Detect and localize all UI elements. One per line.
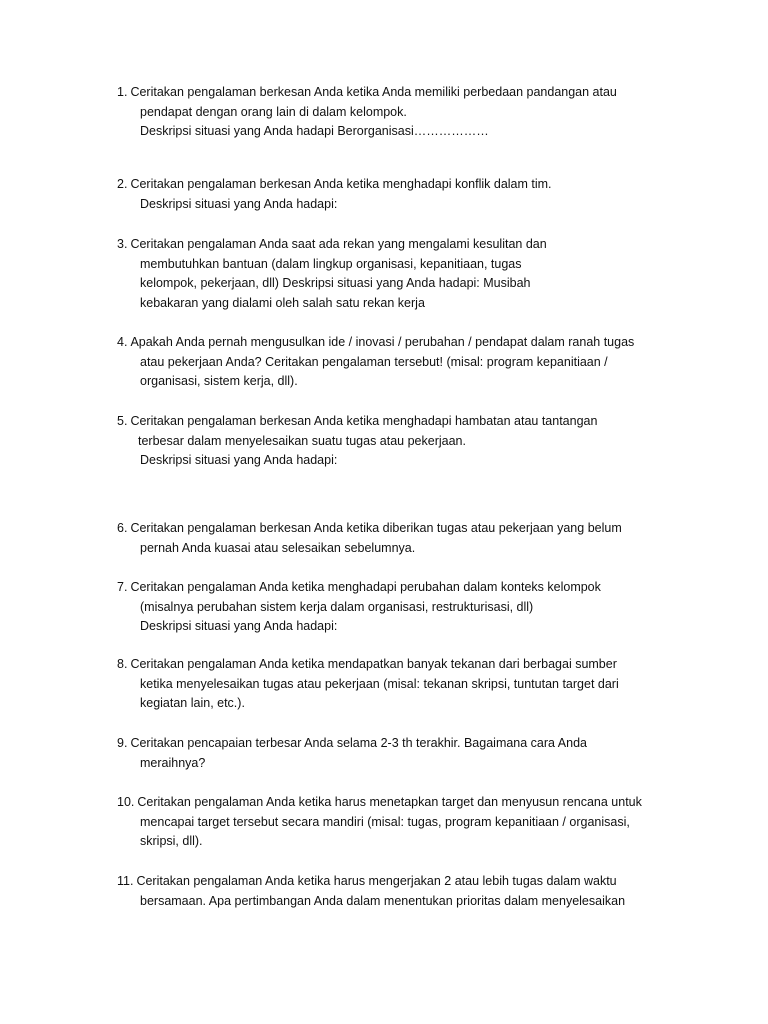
question-text: Ceritakan pengalaman berkesan Anda ketika Anda memiliki perbedaan pandangan atau <box>130 85 617 99</box>
question-11-line-2: bersamaan. Apa pertimbangan Anda dalam menentukan prioritas dalam menyelesaikan <box>140 893 626 908</box>
question-1-line-1 <box>117 83 677 103</box>
question-5-line-2: terbesar dalam menyelesaikan suatu tugas atau pekerjaan. <box>138 433 466 448</box>
question-8 <box>117 655 677 714</box>
question-1-line-3: Deskripsi situasi yang Anda hadapi Berorganisasi……………… <box>140 124 489 138</box>
question-4-line-2: atau pekerjaan Anda? Ceritakan pengalaman tersebut! (misal: program kepanitiaan / <box>140 354 608 369</box>
question-8-line-2: ketika menyelesaikan tugas atau pekerjaan (misal: tekanan skripsi, tuntutan target dari <box>140 676 619 691</box>
question-6-line-2: pernah Anda kuasai atau selesaikan sebelumnya. <box>140 540 416 555</box>
question-10-line-3: skripsi, dll). <box>140 834 203 848</box>
question-3-line-3: kelompok, pekerjaan, dll) Deskripsi situasi yang Anda hadapi: Musibah <box>140 276 531 290</box>
question-7 <box>117 578 677 637</box>
question-number: 4. <box>117 335 128 349</box>
question-4-line-1 <box>117 333 677 353</box>
question-text: Ceritakan pengalaman Anda ketika menghadapi perubahan dalam konteks kelompok <box>130 580 601 594</box>
question-text: Ceritakan pengalaman Anda ketika harus mengerjakan 2 atau lebih tugas dalam waktu <box>136 874 617 888</box>
question-7-line-1 <box>117 578 677 598</box>
question-9-line-2: meraihnya? <box>140 755 206 770</box>
question-text: Ceritakan pengalaman Anda ketika harus menetapkan target dan menyusun rencana untuk <box>137 795 642 809</box>
question-number: 9. <box>117 736 128 750</box>
question-11 <box>117 872 677 911</box>
question-9 <box>117 734 677 773</box>
question-9-line-1 <box>117 734 677 754</box>
question-6 <box>117 519 677 558</box>
question-number: 11. <box>117 874 134 888</box>
question-4-line-3: organisasi, sistem kerja, dll). <box>140 374 298 388</box>
question-10-line-2: mencapai target tersebut secara mandiri (misal: tugas, program kepanitiaan / organisasi, <box>140 814 630 829</box>
question-5-line-3: Deskripsi situasi yang Anda hadapi: <box>140 453 338 467</box>
question-10 <box>117 793 677 852</box>
question-number: 7. <box>117 580 128 594</box>
question-6-line-1 <box>117 519 677 539</box>
question-3-line-4: kebakaran yang dialami oleh salah satu rekan kerja <box>140 295 425 310</box>
question-3-line-2: membutuhkan bantuan (dalam lingkup organisasi, kepanitiaan, tugas <box>140 256 522 271</box>
question-text: Ceritakan pengalaman berkesan Anda ketika menghadapi konflik dalam tim. <box>130 177 552 191</box>
question-text: Ceritakan pengalaman Anda saat ada rekan yang mengalami kesulitan dan <box>130 237 547 251</box>
question-7-line-3: Deskripsi situasi yang Anda hadapi: <box>140 619 338 633</box>
question-number: 3. <box>117 237 128 251</box>
question-4 <box>117 333 677 392</box>
question-11-line-1 <box>117 872 677 892</box>
question-8-line-3: kegiatan lain, etc.). <box>140 696 245 710</box>
question-number: 8. <box>117 657 128 671</box>
question-text: Ceritakan pengalaman berkesan Anda ketika diberikan tugas atau pekerjaan yang belum <box>130 521 622 535</box>
question-number: 10. <box>117 795 135 809</box>
question-5 <box>117 412 677 471</box>
question-number: 1. <box>117 85 128 99</box>
question-text: Ceritakan pengalaman Anda ketika mendapatkan banyak tekanan dari berbagai sumber <box>130 657 617 671</box>
question-1-line-2: pendapat dengan orang lain di dalam kelompok. <box>140 104 407 119</box>
question-3-line-1 <box>117 235 677 255</box>
question-number: 6. <box>117 521 128 535</box>
question-2-line-2: Deskripsi situasi yang Anda hadapi: <box>140 196 338 211</box>
question-text: Ceritakan pencapaian terbesar Anda selama 2-3 th terakhir. Bagaimana cara Anda <box>130 736 587 750</box>
question-7-line-2: (misalnya perubahan sistem kerja dalam organisasi, restrukturisasi, dll) <box>140 599 534 614</box>
question-2-line-1 <box>117 175 677 195</box>
question-10-line-1 <box>117 793 677 813</box>
question-3 <box>117 235 677 313</box>
question-8-line-1 <box>117 655 677 675</box>
question-number: 5. <box>117 414 128 428</box>
question-1 <box>117 83 677 142</box>
question-text: Ceritakan pengalaman berkesan Anda ketika menghadapi hambatan atau tantangan <box>130 414 598 428</box>
question-text: Apakah Anda pernah mengusulkan ide / inovasi / perubahan / pendapat dalam ranah tugas <box>130 335 635 349</box>
question-2 <box>117 175 677 214</box>
question-5-line-1 <box>117 412 677 432</box>
question-number: 2. <box>117 177 128 191</box>
